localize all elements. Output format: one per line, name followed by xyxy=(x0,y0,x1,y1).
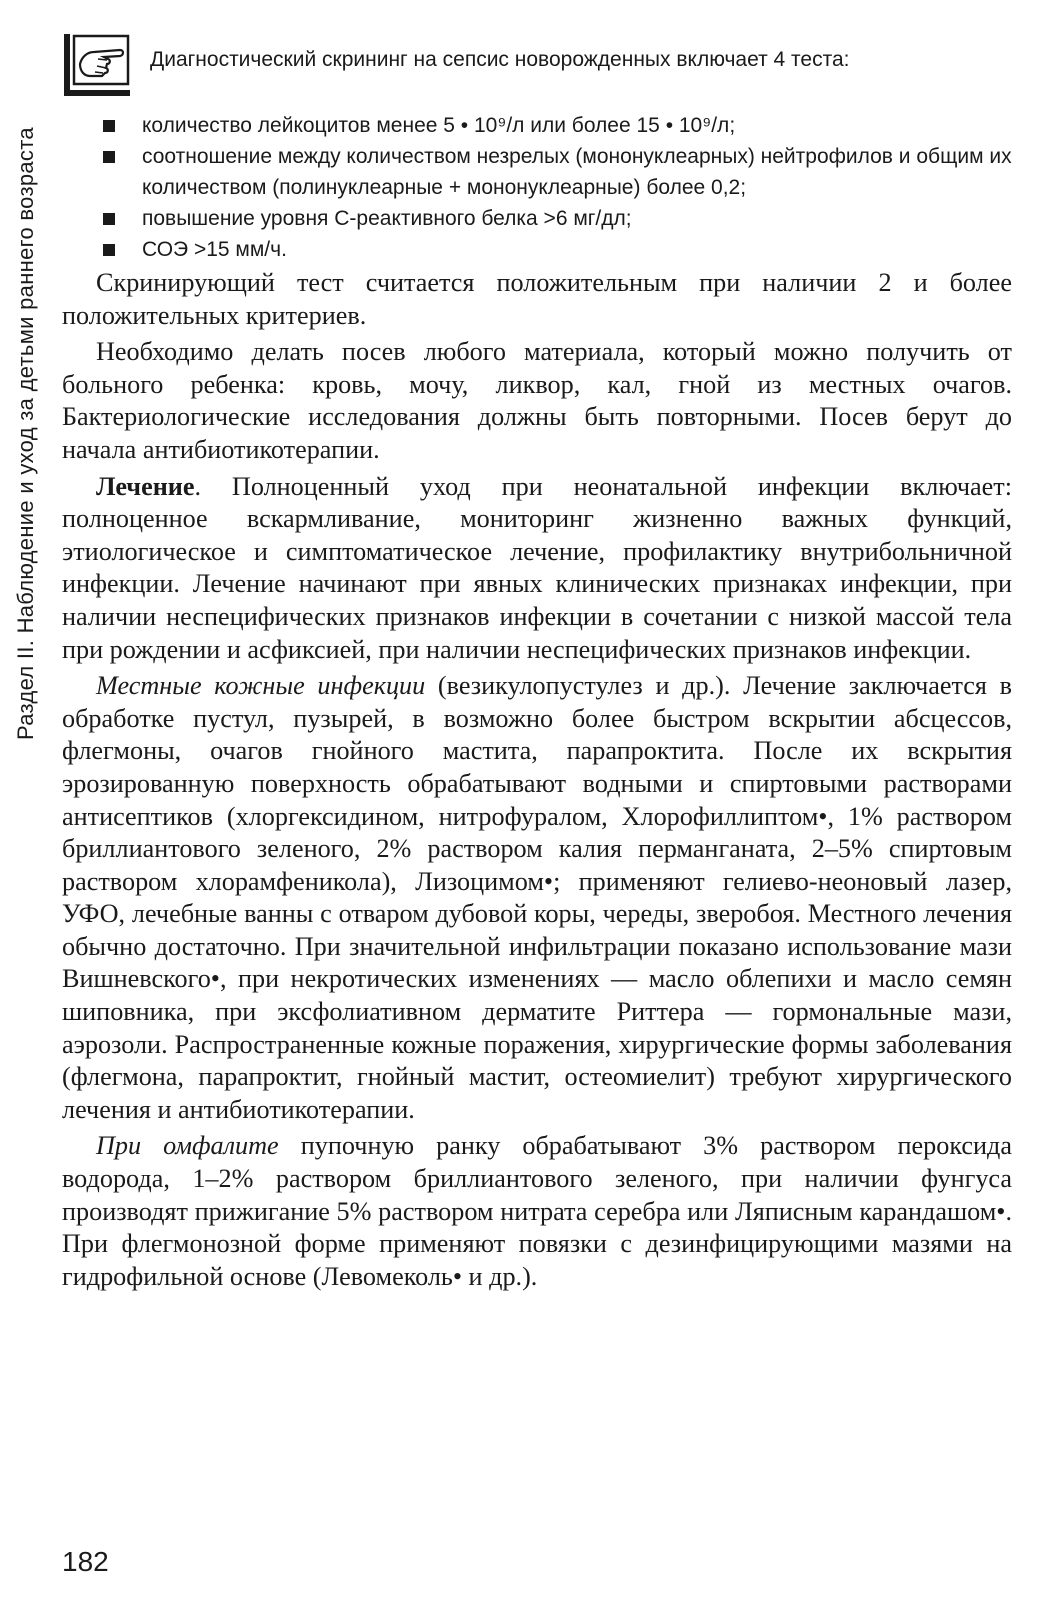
paragraph-treatment xyxy=(62,471,1012,667)
list-item xyxy=(62,203,1012,234)
paragraph-screening-positive: Скринирующий тест считается положительным при наличии 2 и более положительных критериев. xyxy=(62,268,1012,330)
list-item-text: повышение уровня С-реактивного белка >6 мг/дл; xyxy=(142,207,632,230)
treatment-text: . Полноценный уход при неонатальной инфекции включает: полноценное вскармливание, мониторинг жизненно важных функций, этиологическое и симптоматическое лечение, профилактику внутрибольничной инфекции. Лечение начинают при явных клинических признаках инфекции, при наличии неспецифических признаков инфекции в сочетании с низкой массой тела при рождении и асфиксией, при наличии неспецифических признаков инфекции. xyxy=(62,471,1012,664)
paragraph-skin-infections xyxy=(62,670,1012,1126)
list-item-text: соотношение между количеством незрелых (мононуклеарных) нейтрофилов и общим их количеством (полинуклеарные + мононуклеарные) более 0,2; xyxy=(142,145,1012,199)
section-running-title-text: Раздел II. Наблюдение и уход за детьми раннего возраста xyxy=(13,127,38,740)
list-item xyxy=(62,141,1012,203)
note-lead-text: Диагностический скрининг на сепсис новорожденных включает 4 теста: xyxy=(150,48,850,71)
page-number: 182 xyxy=(62,1546,109,1577)
list-item-text: СОЭ >15 мм/ч. xyxy=(142,238,287,261)
paragraph-culture: Необходимо делать посев любого материала, который можно получить от больного ребенка: кровь, мочу, ликвор, кал, гной из местных очагов. Бактериологические исследования должны быть повторными. Посев берут до начала антибиотикотерапии. xyxy=(62,337,1012,464)
square-bullet-icon xyxy=(103,120,115,132)
square-bullet-icon xyxy=(103,151,115,163)
square-bullet-icon xyxy=(103,213,115,225)
omphalitis-heading: При омфалите xyxy=(96,1131,279,1161)
treatment-heading: Лечение xyxy=(96,471,195,501)
section-running-title xyxy=(4,30,48,740)
square-bullet-icon xyxy=(103,244,115,256)
skin-infections-text: (везикулопустулез и др.). Лечение заключается в обработке пустул, пузырей, в возможно более быстром вскрытии абсцессов, флегмоны, очагов гнойного мастита, парапроктита. После их вскрытия эрозированную поверхность обрабатывают водными и спиртовыми растворами антисептиков (хлоргексидином, нитрофуралом, Хлорофиллиптом•, 1% раствором бриллиантового зеленого, 2% раствором калия перманганата, 2–5% спиртовым раствором хлорамфеникола), Лизоцимом•; применяют гелиево-неоновый лазер, УФО, лечебные ванны с отваром дубовой коры, череды, зверобоя. Местного лечения обычно достаточно. При значительной инфильтрации показано использование мази Вишневского•, при некротических изменениях — масло облепихи и масло семян шиповника, при эксфолиативном дерматите Риттера — гормональные мази, аэрозоли. Распространенные кожные поражения, хирургические формы заболевания (флегмона, парапроктит, гнойный мастит, остеомиелит) требуют хирургического лечения и антибиотикотерапии. xyxy=(62,671,1012,1124)
screening-criteria-list xyxy=(62,110,1012,265)
omphalitis-text: пупочную ранку обрабатывают 3% раствором пероксида водорода, 1–2% раствором бриллиантового зеленого, при наличии фунгуса производят прижигание 5% раствором нитрата серебра или Ляписным карандашом•. При флегмонозной форме применяют повязки с дезинфицирующими мазями на гидрофильной основе (Левомеколь• и др.). xyxy=(62,1131,1012,1291)
pointing-hand-icon xyxy=(62,30,132,100)
list-item xyxy=(62,110,1012,141)
list-item-text: количество лейкоцитов менее 5 • 10⁹/л или более 15 • 10⁹/л; xyxy=(142,114,736,137)
main-text xyxy=(62,267,1012,1297)
paragraph-omphalitis xyxy=(62,1130,1012,1293)
skin-infections-heading: Местные кожные инфекции xyxy=(96,671,426,701)
list-item xyxy=(62,234,1012,265)
